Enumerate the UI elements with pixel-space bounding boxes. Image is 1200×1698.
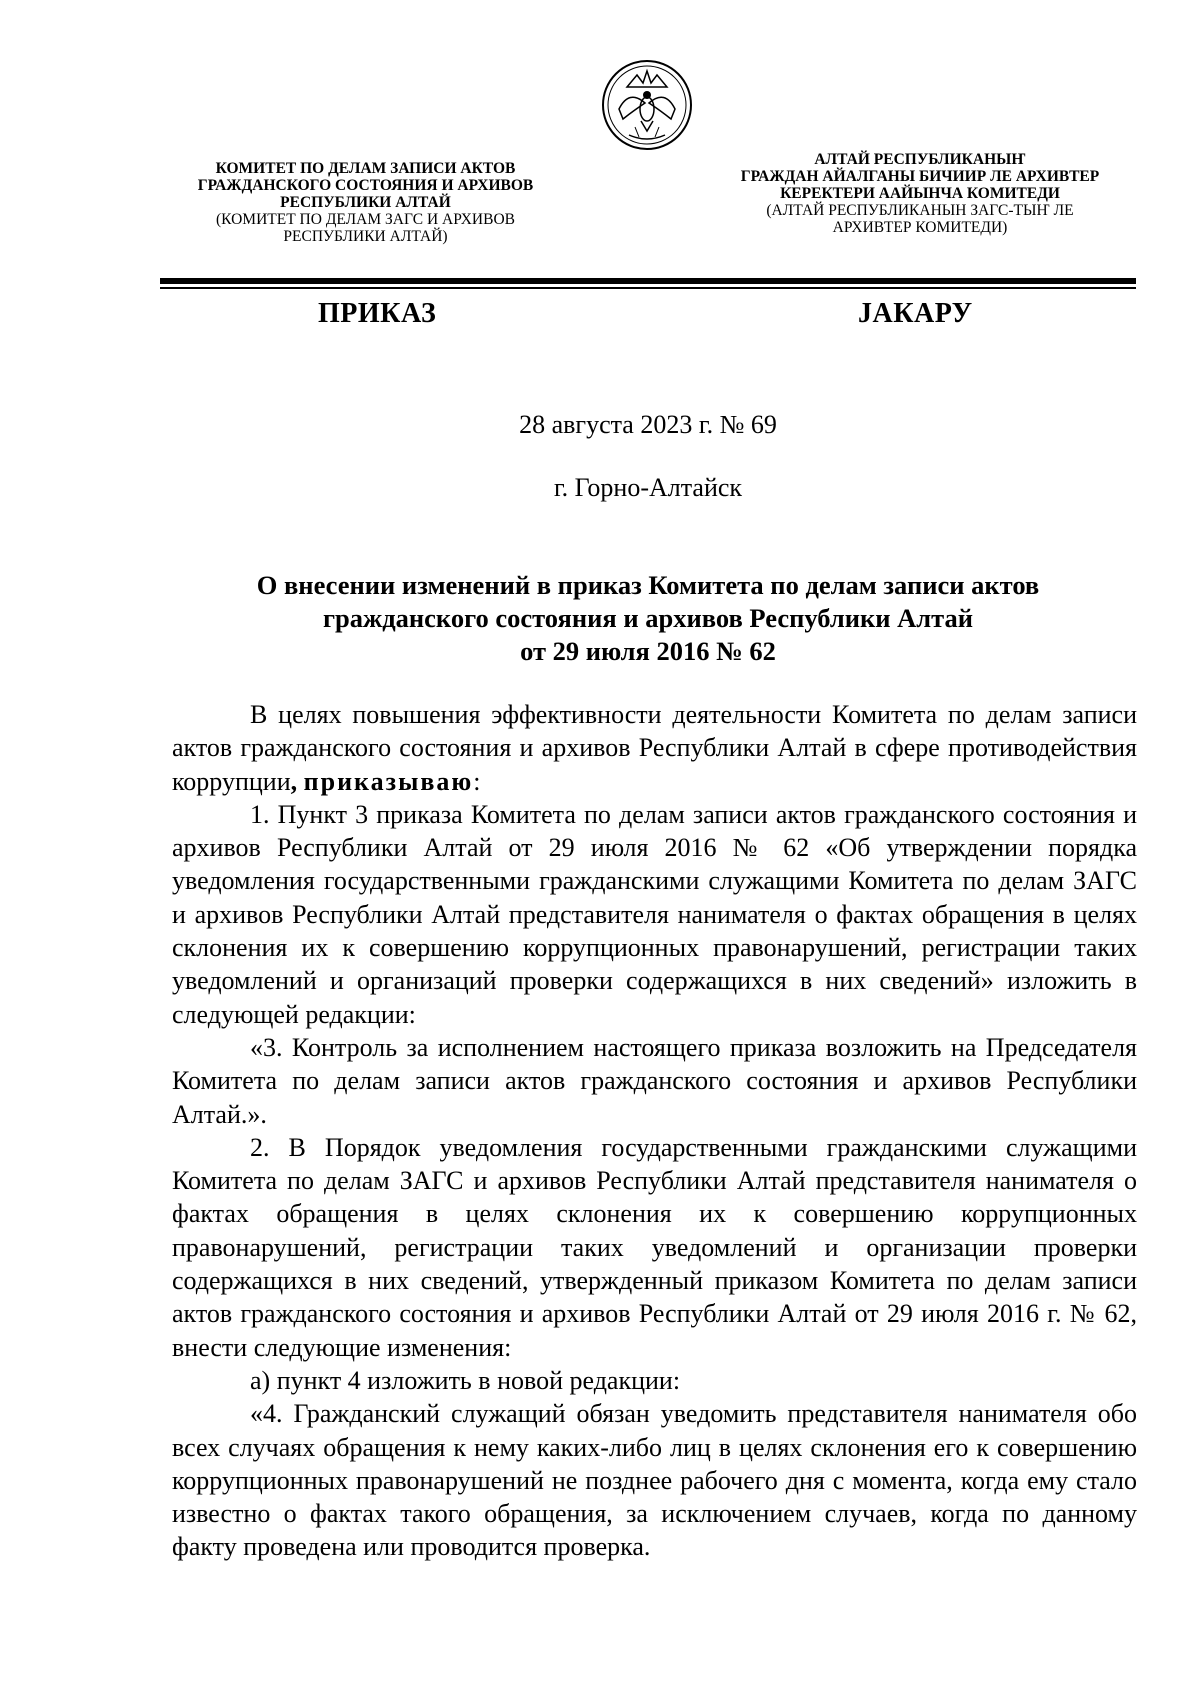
title-line: О внесении изменений в приказ Комитета по делам записи актов [256, 570, 1040, 600]
header-right-line: (АЛТАЙ РЕСПУБЛИКАНЫН ЗАГС-ТЫҤ ЛЕ [766, 202, 1074, 219]
header-left-line: (КОМИТЕТ ПО ДЕЛАМ ЗАГС И АРХИВОВ [216, 211, 515, 228]
order-verb: приказываю [303, 766, 474, 796]
header-divider-thick [160, 278, 1136, 284]
order-word-altai: ЈАКАРУ [858, 298, 973, 329]
header-divider-thin [160, 287, 1136, 289]
document-title [160, 569, 1136, 668]
title-line: гражданского состояния и архивов Республики Алтай [322, 603, 974, 633]
header-right-line: АЛТАЙ РЕСПУБЛИКАНЫҤ [814, 151, 1026, 168]
intro-paragraph [172, 698, 1137, 798]
paragraph-item-2: 2. В Порядок уведомления государственными гражданскими служащими Комитета по делам ЗАГС и архивов Республики Алтай представителя нанимателя о фактах обращения в целях склонения их к совершению коррупционных правонарушений, регистрации таких уведомлений и организации проверки содержащихся в них сведений, утвержденный приказом Комитета по делам записи актов гражданского состояния и архивов Республики Алтай от 29 июля 2016 г. № 62, внести следующие изменения: [172, 1132, 1137, 1362]
header-right-line: АРХИВТЕР КОМИТЕДИ) [832, 219, 1008, 236]
paragraph-item-3-text: «3. Контроль за исполнением настоящего приказа возложить на Председателя Комитета по делам записи актов гражданского состояния и архивов Республики Алтай.». [172, 1032, 1137, 1129]
paragraph-item-4-text: «4. Гражданский служащий обязан уведомить представителя нанимателя обо всех случаях обращения к нему каких-либо лиц в целях склонения его к совершению коррупционных правонарушений не позднее рабочего дня с момента, когда ему стало известно о фактах такого обращения, за исключением случаев, когда по данному факту проведена или проводится проверка. [172, 1399, 1137, 1562]
title-line: от 29 июля 2016 № 62 [520, 636, 776, 666]
order-city: г. Горно-Алтайск [553, 473, 743, 502]
intro-colon: : [473, 766, 481, 796]
paragraph-item-1: 1. Пункт 3 приказа Комитета по делам записи актов гражданского состояния и архивов Республики Алтай от 29 июля 2016 № 62 «Об утверждении порядка уведомления государственными гражданскими служащими Комитета по делам ЗАГС и архивов Республики Алтай представителя нанимателя о фактах обращения в целях склонения их к совершению коррупционных правонарушений, регистрации таких уведомлений и организаций проверки содержащихся в них сведений» изложить в следующей редакции: [172, 799, 1137, 1029]
order-date-number: 28 августа 2023 г. № 69 [519, 410, 777, 439]
intro-comma: , [290, 766, 298, 796]
header-right-line: ГРАЖДАН АЙАЛГАНЫ БИЧИИР ЛЕ АРХИВТЕР [740, 168, 1100, 185]
intro-text: В целях повышения эффективности деятельности Комитета по делам записи актов гражданского состояния и архивов Республики Алтай в сфере противодействия коррупции [172, 700, 1137, 796]
header-left-line: РЕСПУБЛИКИ АЛТАЙ) [283, 228, 448, 245]
document-body [172, 698, 1137, 1564]
header-right-line: КЕРЕКТЕРИ ААЙЫНЧА КОМИТЕДИ [780, 185, 1060, 202]
header-left-line: КОМИТЕТ ПО ДЕЛАМ ЗАПИСИ АКТОВ [215, 160, 516, 177]
order-word-russian: ПРИКАЗ [318, 298, 437, 329]
paragraph-subitem-a: а) пункт 4 изложить в новой редакции: [250, 1365, 681, 1395]
header-right-altai [700, 151, 1140, 236]
header-left-russian [168, 160, 563, 245]
header-left-line: ГРАЖДАНСКОГО СОСТОЯНИЯ И АРХИВОВ [197, 177, 534, 194]
header-left-line: РЕСПУБЛИКИ АЛТАЙ [280, 194, 451, 211]
coat-of-arms-emblem [599, 57, 695, 153]
